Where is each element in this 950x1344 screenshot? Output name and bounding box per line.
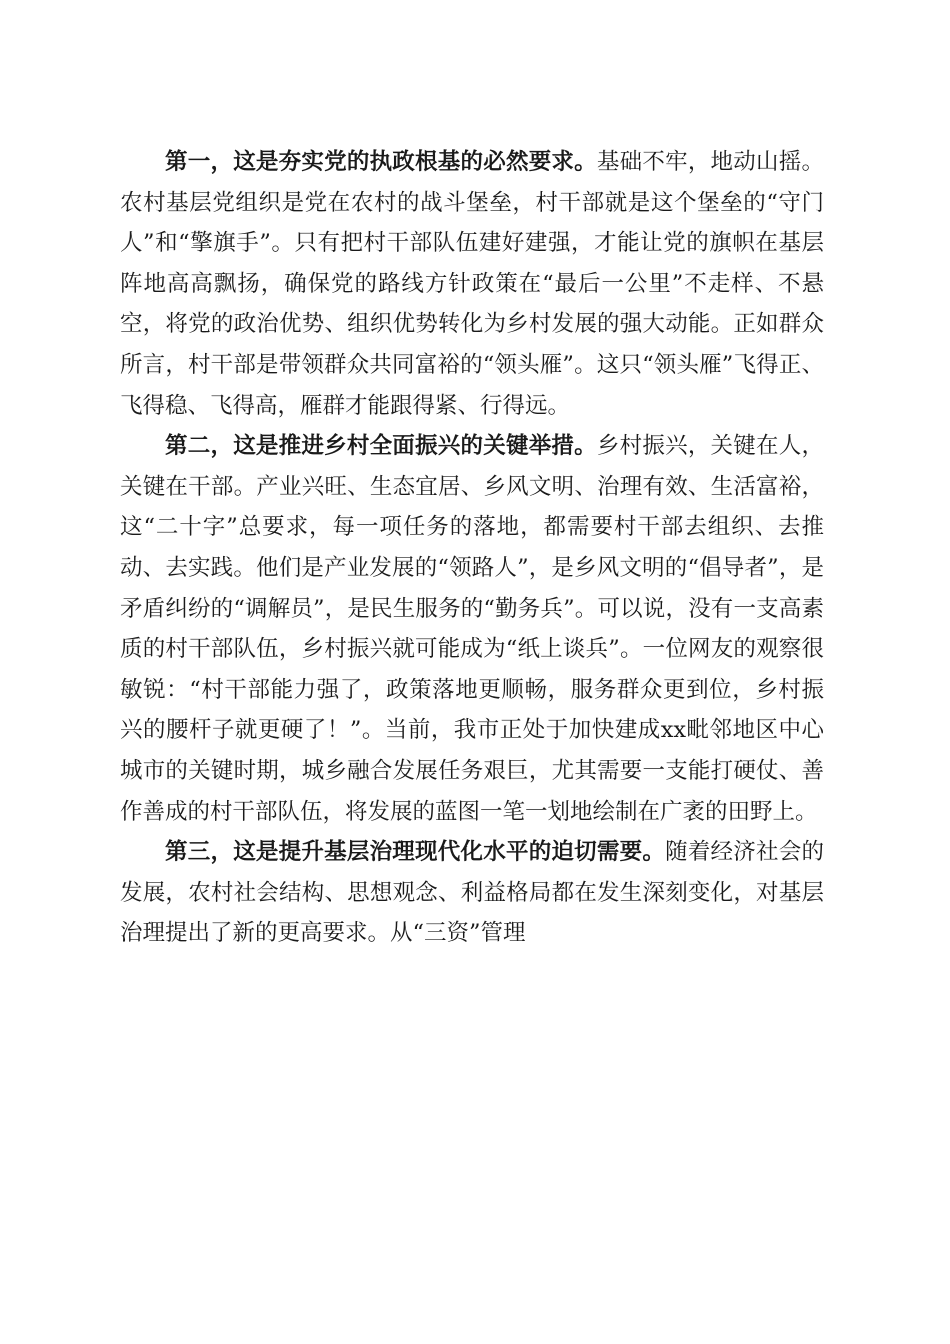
paragraph-2-lead: 第二，这是推进乡村全面振兴的关键举措。 <box>165 433 597 460</box>
paragraph-3-lead: 第三，这是提升基层治理现代化水平的迫切需要。 <box>165 839 666 866</box>
paragraph-2-body: 乡村振兴，关键在人，关键在干部。产业兴旺、生态宜居、乡风文明、治理有效、生活富裕，这“二十字”总要求，每一项任务的落地，都需要村干部去组织、去推动、去实践。他们是产业发展的“领路人”，是乡风文明的“倡导者”，是矛盾纠纷的“调解员”，是民生服务的“勤务兵”。可以说，没有一支高素质的村干部队伍，乡村振兴就可能成为“纸上谈兵”。一位网友的观察很敏锐：“村干部能力强了，政策落地更顺畅，服务群众更到位，乡村振兴的腰杆子就更硬了！”。当前，我市正处于加快建成xx毗邻地区中心城市的关键时期，城乡融合发展任务艰巨，尤其需要一支能打硬仗、善作善成的村干部队伍，将发展的蓝图一笔一划地绘制在广袤的田野上。 <box>120 433 824 825</box>
paragraph-3 <box>120 832 824 954</box>
paragraph-3-body: 随着经济社会的发展，农村社会结构、思想观念、利益格局都在发生深刻变化，对基层治理提出了新的更高要求。从“三资”管理 <box>120 839 824 947</box>
paragraph-1-body: 基础不牢，地动山摇。农村基层党组织是党在农村的战斗堡垒，村干部就是这个堡垒的“守门人”和“擎旗手”。只有把村干部队伍建好建强，才能让党的旗帜在基层阵地高高飘扬，确保党的路线方针政策在“最后一公里”不走样、不悬空，将党的政治优势、组织优势转化为乡村发展的强大动能。正如群众所言，村干部是带领群众共同富裕的“领头雁”。这只“领头雁”飞得正、飞得稳、飞得高，雁群才能跟得紧、行得远。 <box>120 149 824 419</box>
document-body <box>120 142 824 954</box>
paragraph-2 <box>120 426 824 832</box>
paragraph-1-lead: 第一，这是夯实党的执政根基的必然要求。 <box>165 149 597 175</box>
paragraph-1 <box>120 142 824 426</box>
